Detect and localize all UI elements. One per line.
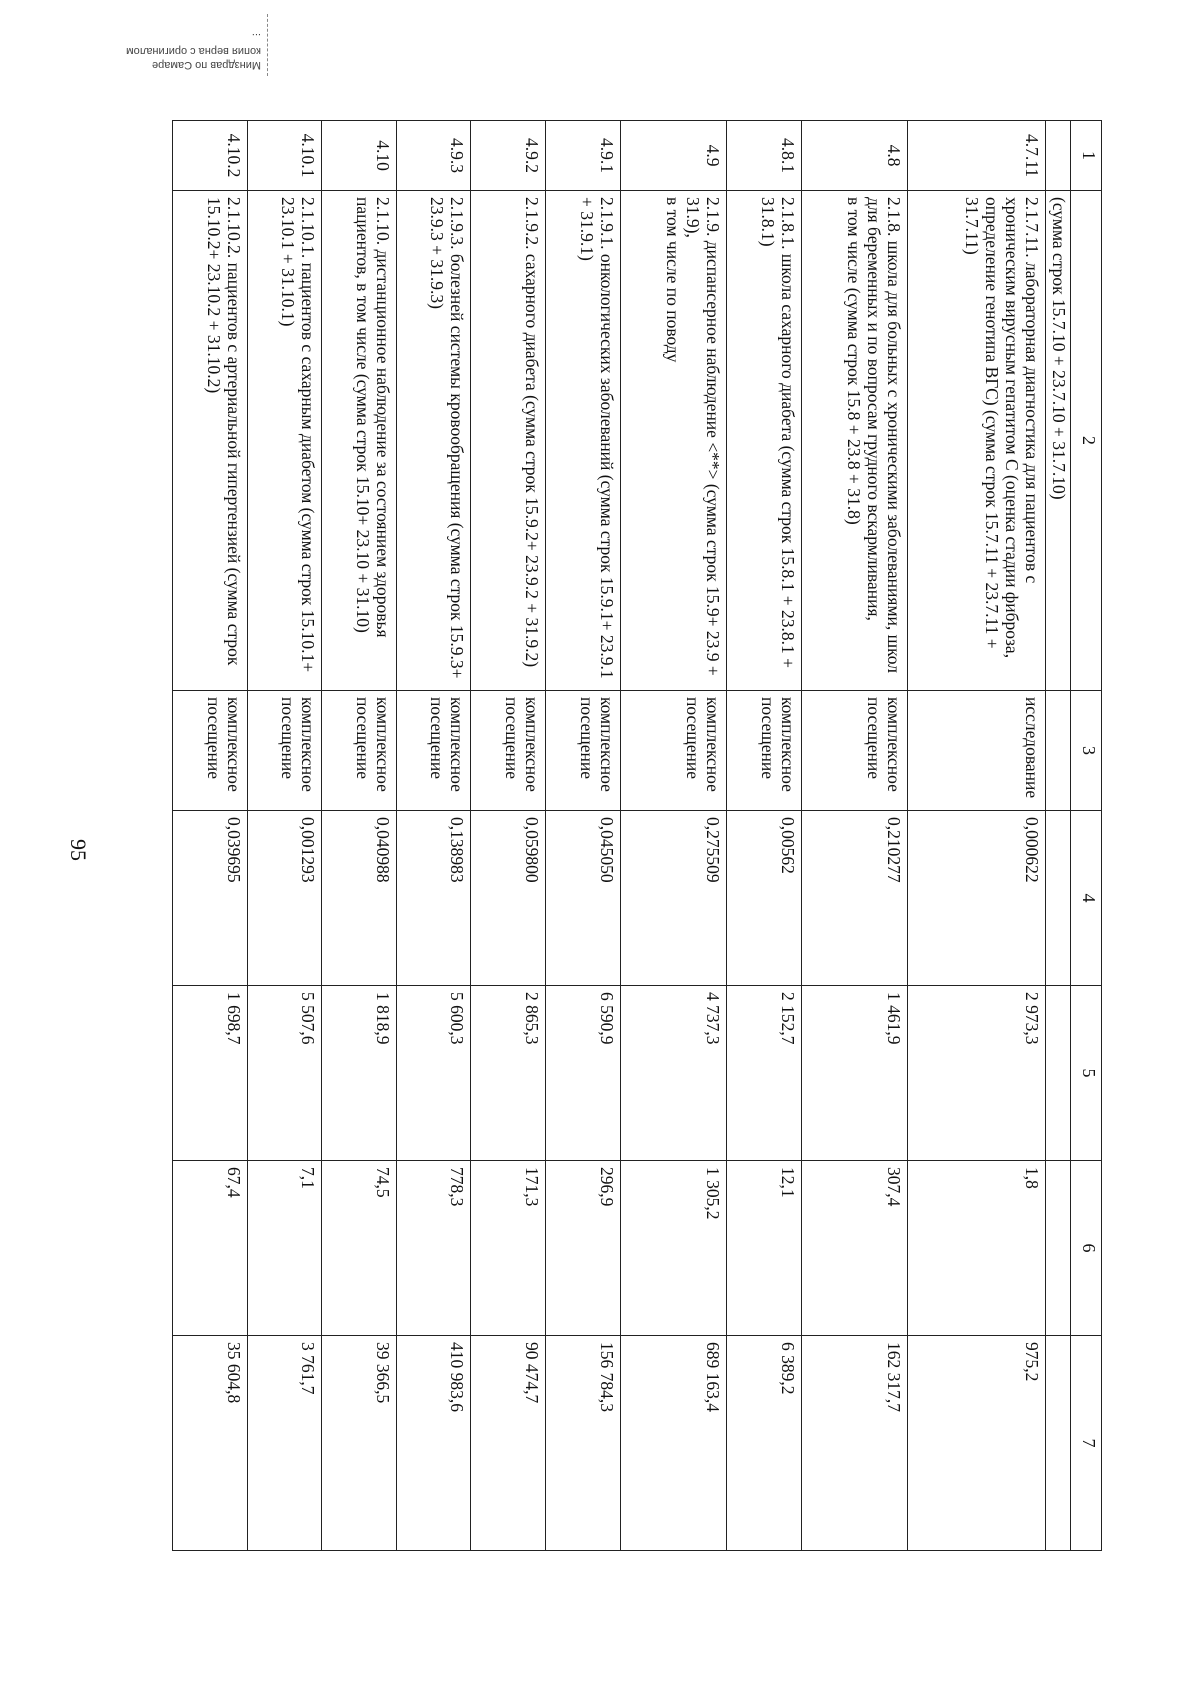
cell-col6: 171,3 xyxy=(471,1161,546,1336)
cell-col5: 1 698,7 xyxy=(173,986,248,1161)
cell-unit: комплексное посещение xyxy=(801,691,907,811)
cell-description xyxy=(322,191,397,691)
cell-unit: комплексное посещение xyxy=(247,691,322,811)
description-text: 2.1.9. диспансерное наблюдение <**> (сумма строк 15.9+ 23.9 + 31.9), xyxy=(682,197,723,676)
cell-code: 4.8 xyxy=(801,121,907,191)
table-row xyxy=(620,121,726,1551)
stamp-line: ... xyxy=(251,31,261,43)
cell-col7: 410 983,6 xyxy=(396,1336,471,1551)
table-row xyxy=(546,121,621,1551)
cell-col5: 5 507,6 xyxy=(247,986,322,1161)
cell-description xyxy=(620,191,726,691)
cell-description xyxy=(801,191,907,691)
cell-col6: 74,5 xyxy=(322,1161,397,1336)
cell-col5: 5 600,3 xyxy=(396,986,471,1161)
column-header: 3 xyxy=(1071,691,1102,811)
table-row xyxy=(173,121,248,1551)
cell-code xyxy=(1046,121,1071,191)
cell-description xyxy=(546,191,621,691)
cell-col6: 1 305,2 xyxy=(620,1161,726,1336)
description-text: 2.1.10.2. пациентов с артериальной гипертензией (сумма строк 15.10.2+ 23.10.2 + 31.10.2) xyxy=(203,197,244,666)
column-header: 5 xyxy=(1071,986,1102,1161)
cell-code: 4.7.11 xyxy=(907,121,1045,191)
cell-col7: 35 604,8 xyxy=(173,1336,248,1551)
cell-code: 4.9.2 xyxy=(471,121,546,191)
table-row xyxy=(471,121,546,1551)
cell-col7: 162 317,7 xyxy=(801,1336,907,1551)
cell-col4: 0,039695 xyxy=(173,811,248,986)
cell-col7: 3 761,7 xyxy=(247,1336,322,1551)
table-row xyxy=(726,121,801,1551)
cell-col5: 1 461,9 xyxy=(801,986,907,1161)
description-text: 2.1.8.1. школа сахарного диабета (сумма строк 15.8.1 + 23.8.1 + 31.8.1) xyxy=(757,197,798,669)
cell-unit: комплексное посещение xyxy=(620,691,726,811)
cell-code: 4.9.1 xyxy=(546,121,621,191)
cell-code: 4.9.3 xyxy=(396,121,471,191)
cell-col4: 0,059800 xyxy=(471,811,546,986)
cell-col6: 307,4 xyxy=(801,1161,907,1336)
cell-description xyxy=(173,191,248,691)
cell-col7: 6 389,2 xyxy=(726,1336,801,1551)
cell-col4: 0,210277 xyxy=(801,811,907,986)
cell-code: 4.8.1 xyxy=(726,121,801,191)
cell-description: (сумма строк 15.7.10 + 23.7.10 + 31.7.10) xyxy=(1046,191,1071,691)
stamp-line: копия верна с оригиналом xyxy=(126,45,261,57)
description-text: 2.1.9.3. болезней системы кровообращения (сумма строк 15.9.3+ 23.9.3 + 31.9.3) xyxy=(427,197,468,679)
cell-col5: 1 818,9 xyxy=(322,986,397,1161)
table-header-row xyxy=(1071,121,1102,1551)
cell-col5: 4 737,3 xyxy=(620,986,726,1161)
cell-code: 4.10 xyxy=(322,121,397,191)
cell-col5: 2 865,3 xyxy=(471,986,546,1161)
cell-col4: 0,045050 xyxy=(546,811,621,986)
cell-unit: комплексное посещение xyxy=(396,691,471,811)
cell-code: 4.9 xyxy=(620,121,726,191)
cell-col6: 7,1 xyxy=(247,1161,322,1336)
cell-unit: комплексное посещение xyxy=(173,691,248,811)
cell-col6: 67,4 xyxy=(173,1161,248,1336)
cell-code: 4.10.1 xyxy=(247,121,322,191)
column-header: 2 xyxy=(1071,191,1102,691)
cell-col7: 689 163,4 xyxy=(620,1336,726,1551)
column-header: 7 xyxy=(1071,1336,1102,1551)
cell-col6: 1,8 xyxy=(907,1161,1045,1336)
table-container xyxy=(172,120,1102,1550)
description-subtext: в том числе (сумма строк 15.8 + 23.8 + 31.8) xyxy=(843,197,864,525)
description-text: 2.1.10.1. пациентов с сахарным диабетом (сумма строк 15.10.1+ 23.10.1 + 31.10.1) xyxy=(278,197,319,673)
cell-unit: комплексное посещение xyxy=(322,691,397,811)
cell-description xyxy=(726,191,801,691)
description-text: 2.1.7.11. лабораторная диагностика для пациентов с хроническим вирусным гепатитом С (оценка стадии фиброза, определение генотипа ВГС) (сумма строк 15.7.11 + 23.7.11 + 31.7.11) xyxy=(962,197,1042,659)
cell-col7 xyxy=(1046,1336,1071,1551)
cell-col5: 6 590,9 xyxy=(546,986,621,1161)
table-row xyxy=(907,121,1045,1551)
table-row xyxy=(247,121,322,1551)
cell-col4: 0,00562 xyxy=(726,811,801,986)
description-text: 2.1.9.2. сахарного диабета (сумма строк 15.9.2+ 23.9.2 + 31.9.2) xyxy=(522,197,543,668)
stamp-line: Минздрав по Самаре xyxy=(152,59,261,71)
table-row xyxy=(322,121,397,1551)
cell-description xyxy=(396,191,471,691)
cell-col6 xyxy=(1046,1161,1071,1336)
cell-col6: 778,3 xyxy=(396,1161,471,1336)
cell-col7: 156 784,3 xyxy=(546,1336,621,1551)
description-text: 2.1.9.1. онкологических заболеваний (сумма строк 15.9.1+ 23.9.1 + 31.9.1) xyxy=(576,197,617,679)
cell-col4: 0,000622 xyxy=(907,811,1045,986)
page-number: 95 xyxy=(66,839,91,861)
description-text: 2.1.10. дистанционное наблюдение за состоянием здоровья пациентов, в том числе (сумма строк 15.10+ 23.10 + 31.10) xyxy=(352,197,393,638)
cell-code: 4.10.2 xyxy=(173,121,248,191)
cell-col6: 296,9 xyxy=(546,1161,621,1336)
cell-description xyxy=(471,191,546,691)
table-row-continuation xyxy=(1046,121,1071,1551)
cell-col4 xyxy=(1046,811,1071,986)
column-header: 4 xyxy=(1071,811,1102,986)
cell-description xyxy=(907,191,1045,691)
cell-col4: 0,001293 xyxy=(247,811,322,986)
certification-stamp xyxy=(28,14,268,76)
description-subtext: в том числе по поводу xyxy=(662,197,683,363)
column-header: 6 xyxy=(1071,1161,1102,1336)
cell-col7: 975,2 xyxy=(907,1336,1045,1551)
cell-unit xyxy=(1046,691,1071,811)
cell-description xyxy=(247,191,322,691)
cell-unit: комплексное посещение xyxy=(546,691,621,811)
cell-col7: 39 366,5 xyxy=(322,1336,397,1551)
table-row xyxy=(396,121,471,1551)
cell-col4: 0,040988 xyxy=(322,811,397,986)
cell-col4: 0,275509 xyxy=(620,811,726,986)
cell-unit: исследование xyxy=(907,691,1045,811)
column-header: 1 xyxy=(1071,121,1102,191)
cell-col5: 2 973,3 xyxy=(907,986,1045,1161)
cell-col6: 12,1 xyxy=(726,1161,801,1336)
description-text: 2.1.8. школа для больных с хроническими заболеваниями, школ для беременных и по вопросам грудного вскармливания, xyxy=(863,197,904,673)
cell-col7: 90 474,7 xyxy=(471,1336,546,1551)
cell-unit: комплексное посещение xyxy=(471,691,546,811)
cell-unit: комплексное посещение xyxy=(726,691,801,811)
cell-col4: 0,138983 xyxy=(396,811,471,986)
cell-col5: 2 152,7 xyxy=(726,986,801,1161)
table-row xyxy=(801,121,907,1551)
cell-col5 xyxy=(1046,986,1071,1161)
data-table xyxy=(172,120,1102,1551)
